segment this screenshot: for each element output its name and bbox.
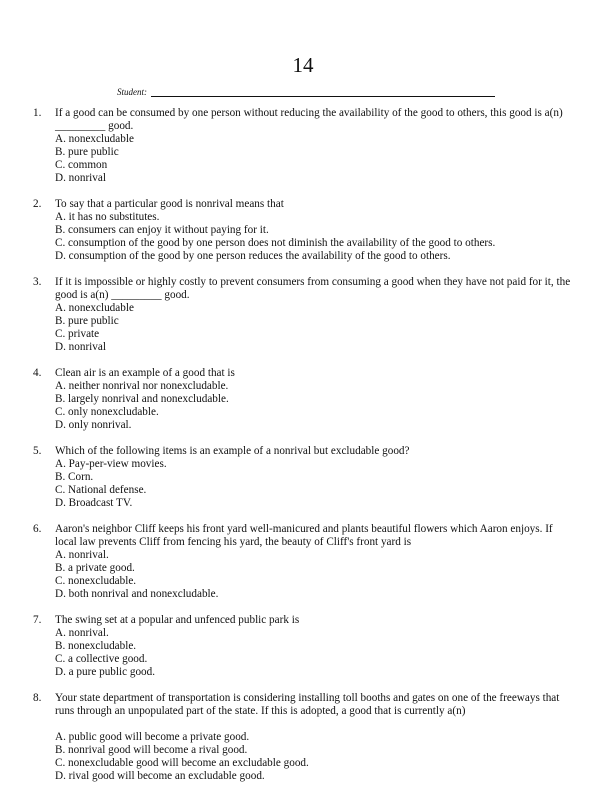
question-number: 8. [33, 692, 42, 704]
question-number: 5. [33, 445, 42, 457]
question-list [0, 107, 606, 796]
question-number: 6. [33, 523, 42, 535]
answer-option: D. nonrival [55, 341, 106, 353]
answer-options [55, 549, 575, 601]
blank-spacer [55, 718, 575, 731]
answer-options [55, 380, 575, 432]
answer-option: D. only nonrival. [55, 419, 132, 431]
question-text: Which of the following items is an example of a nonrival but excludable good? [55, 445, 410, 457]
answer-option: A. public good will become a private good. [55, 731, 250, 743]
question-5 [0, 445, 606, 510]
answer-option: D. consumption of the good by one person reduces the availability of the good to others. [55, 250, 451, 262]
answer-option: A. nonrival. [55, 549, 109, 561]
answer-option: C. a collective good. [55, 653, 148, 665]
student-label: Student: [117, 87, 147, 97]
answer-option: B. nonexcludable. [55, 640, 137, 652]
answer-option: C. nonexcludable. [55, 575, 137, 587]
question-number: 3. [33, 276, 42, 288]
question-number: 2. [33, 198, 42, 210]
question-text: Aaron's neighbor Cliff keeps his front yard well-manicured and plants beautiful flowers which Aaron enjoys. If local law prevents Cliff from fencing his yard, the beauty of Cliff's front yard is [55, 523, 556, 548]
answer-option: B. largely nonrival and nonexcludable. [55, 393, 229, 405]
question-body [55, 198, 575, 263]
question-8 [0, 692, 606, 783]
question-body [55, 523, 575, 601]
answer-option: C. common [55, 159, 108, 171]
answer-options [55, 211, 575, 263]
question-body [55, 614, 575, 679]
answer-option: C. only nonexcludable. [55, 406, 159, 418]
question-2 [0, 198, 606, 263]
answer-option: D. rival good will become an excludable good. [55, 770, 265, 782]
page-number: 14 [292, 53, 314, 77]
answer-option: D. a pure public good. [55, 666, 156, 678]
answer-option: B. consumers can enjoy it without paying for it. [55, 224, 269, 236]
answer-options [55, 731, 575, 783]
answer-options [55, 133, 575, 185]
question-text: If it is impossible or highly costly to prevent consumers from consuming a good when they have not paid for it, the good is a(n) _________ good. [55, 276, 573, 301]
question-body [55, 692, 575, 783]
question-body [55, 367, 575, 432]
question-3 [0, 276, 606, 354]
question-text: The swing set at a popular and unfenced public park is [55, 614, 300, 626]
question-body [55, 445, 575, 510]
answer-option: A. nonrival. [55, 627, 109, 639]
question-number: 1. [33, 107, 42, 119]
answer-options [55, 627, 575, 679]
student-name-blank [151, 87, 495, 97]
answer-option: C. nonexcludable good will become an excludable good. [55, 757, 309, 769]
question-text: Clean air is an example of a good that is [55, 367, 235, 379]
question-number: 7. [33, 614, 42, 626]
answer-option: A. Pay-per-view movies. [55, 458, 167, 470]
answer-option: B. pure public [55, 315, 119, 327]
answer-option: A. neither nonrival nor nonexcludable. [55, 380, 229, 392]
answer-option: D. Broadcast TV. [55, 497, 133, 509]
answer-option: C. consumption of the good by one person does not diminish the availability of the good to others. [55, 237, 496, 249]
question-body [55, 276, 575, 354]
answer-options [55, 458, 575, 510]
question-number: 4. [33, 367, 42, 379]
answer-option: B. pure public [55, 146, 119, 158]
answer-option: A. nonexcludable [55, 133, 134, 145]
answer-option: B. a private good. [55, 562, 135, 574]
answer-option: A. it has no substitutes. [55, 211, 160, 223]
question-7 [0, 614, 606, 679]
student-name-line [117, 87, 495, 97]
answer-option: D. nonrival [55, 172, 106, 184]
answer-option: B. Corn. [55, 471, 94, 483]
question-text: If a good can be consumed by one person without reducing the availability of the good to others, this good is a(n) _________ good. [55, 107, 566, 132]
answer-option: D. both nonrival and nonexcludable. [55, 588, 219, 600]
answer-option: C. private [55, 328, 100, 340]
answer-option: B. nonrival good will become a rival good. [55, 744, 248, 756]
question-6 [0, 523, 606, 601]
question-1 [0, 107, 606, 185]
answer-option: A. nonexcludable [55, 302, 134, 314]
question-text: Your state department of transportation is considering installing toll booths and gates on one of the freeways that runs through an unpopulated part of the state. If this is adopted, a good that is currently a(n) [55, 692, 563, 717]
question-text: To say that a particular good is nonrival means that [55, 198, 284, 210]
question-4 [0, 367, 606, 432]
question-body [55, 107, 575, 185]
answer-option: C. National defense. [55, 484, 147, 496]
answer-options [55, 302, 575, 354]
